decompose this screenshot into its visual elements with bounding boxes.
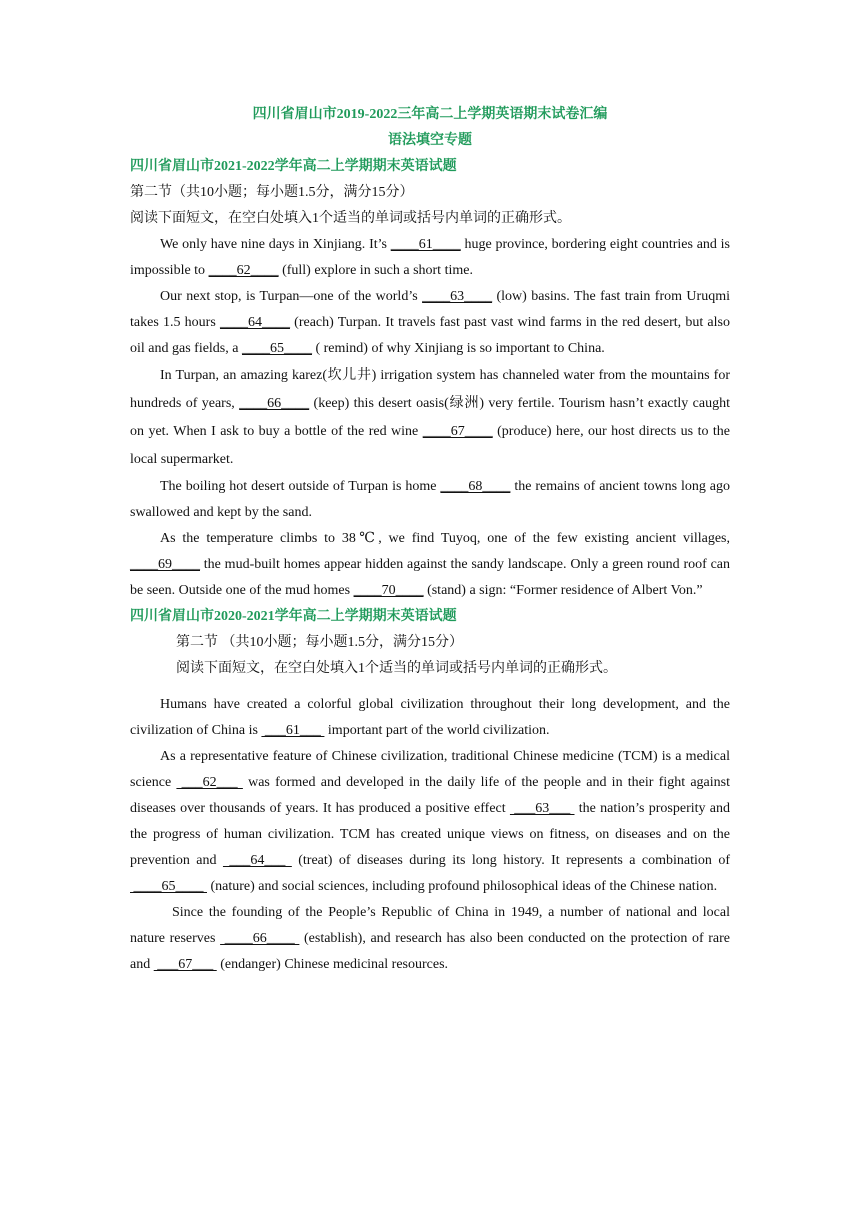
- text: important part of the world civilization.: [324, 723, 550, 738]
- text: was formed and developed in the daily life of the people and in their fight against diseases over thousands of years. It has produced a positive effect: [130, 775, 730, 816]
- blank-61: ____61____: [390, 237, 461, 252]
- section2-heading: 四川省眉山市2020-2021学年高二上学期期末英语试题: [130, 609, 457, 624]
- blank-69: ____69____: [130, 557, 200, 572]
- blank-68: ____68____: [440, 479, 511, 494]
- document-subtitle: 语法填空专题: [388, 133, 472, 148]
- text: (endanger) Chinese medicinal resources.: [216, 957, 449, 972]
- blank-65: ____65____: [130, 879, 207, 894]
- blank-61: ___61___: [261, 723, 325, 738]
- text: huge province, bordering eight countries and is impossible to: [130, 237, 730, 278]
- text: (establish), and research has also been conducted on the protection of rare and: [130, 931, 731, 972]
- document-page: [130, 102, 730, 978]
- text: As a representative feature of Chinese civilization, traditional Chinese medicine (TCM) is a medical science: [130, 749, 730, 790]
- text: (stand) a sign: “Former residence of Albert Von.”: [423, 583, 703, 598]
- section1-instruction: 阅读下面短文，在空白处填入1个适当的单词或括号内单词的正确形式。: [130, 211, 571, 226]
- blank-67: ___67___: [153, 957, 217, 972]
- section2-paragraph-1: [130, 692, 730, 744]
- text: As the temperature climbs to 38℃, we find Tuyoq, one of the few existing ancient villages,: [160, 531, 730, 546]
- blank-70: ____70____: [353, 583, 424, 598]
- text: Our next stop, is Turpan—one of the world’s: [160, 289, 423, 304]
- text: We only have nine days in Xinjiang. It’s: [160, 237, 391, 252]
- blank-64: ____64____: [219, 315, 290, 330]
- text: Since the founding of the People’s Republic of China in 1949, a number of national and local nature reserves: [130, 905, 730, 946]
- text: the mud-built homes appear hidden against the sandy landscape. Only a green round roof can be seen. Outside one of the mud homes: [130, 557, 730, 598]
- section2-paragraph-3: [130, 900, 730, 978]
- section2-paragraph-2: [130, 744, 730, 900]
- text: (treat) of diseases during its long history. It represents a combination of: [291, 853, 731, 868]
- section2-instruction: 阅读下面短文，在空白处填入1个适当的单词或括号内单词的正确形式。: [176, 661, 617, 676]
- text: (produce) here, our host directs us to the local supermarket.: [130, 424, 731, 467]
- section1-heading: 四川省眉山市2021-2022学年高二上学期期末英语试题: [130, 159, 457, 174]
- spacer: [130, 682, 730, 692]
- text: the remains of ancient towns long ago swallowed and kept by the sand.: [130, 479, 730, 520]
- text: ( remind) of why Xinjiang is so important to China.: [311, 341, 605, 356]
- blank-66: ____66____: [239, 396, 310, 411]
- text: (nature) and social sciences, including profound philosophical ideas of the Chinese nation.: [207, 879, 718, 894]
- section1-paragraph-1: [130, 232, 730, 284]
- text: The boiling hot desert outside of Turpan is home: [160, 479, 441, 494]
- blank-65: ____65____: [241, 341, 312, 356]
- blank-63: ____63____: [422, 289, 493, 304]
- document-title: 四川省眉山市2019-2022三年高二上学期英语期末试卷汇编: [252, 107, 608, 122]
- blank-62: ____62____: [208, 263, 279, 278]
- text: (keep) this desert oasis(绿洲) very fertile. Tourism hasn’t exactly caught on yet. When I ask to buy a bottle of the red wine: [130, 396, 730, 439]
- text: In Turpan, an amazing karez(坎儿井) irrigation system has channeled water from the mountains for hundreds of years,: [130, 368, 730, 411]
- text: the nation’s prosperity and the progress of human civilization. TCM has created unique views on fitness, on diseases and on the prevention and: [130, 801, 731, 868]
- section1-paragraph-3: [130, 362, 730, 474]
- section1-paragraph-4: [130, 474, 730, 526]
- blank-62: ___62___: [176, 775, 243, 790]
- text: (full) explore in such a short time.: [278, 263, 473, 278]
- section1-paragraph-2: [130, 284, 730, 362]
- blank-64: ___64___: [222, 853, 292, 868]
- blank-66: ____66____: [220, 931, 300, 946]
- section1-part: 第二节（共10小题；每小题1.5分，满分15分）: [130, 185, 414, 200]
- blank-67: ____67____: [422, 424, 493, 439]
- section2-part: 第二节 （共10小题；每小题1.5分，满分15分）: [176, 635, 463, 650]
- blank-63: ___63___: [509, 801, 575, 816]
- text: (low) basins. The fast train from Uruqmi takes 1.5 hours: [130, 289, 730, 330]
- text: (reach) Turpan. It travels fast past vast wind farms in the red desert, but also oil and gas fields, a: [130, 315, 730, 356]
- text: Humans have created a colorful global civilization throughout their long development, and the civilization of China is: [130, 697, 730, 738]
- section1-paragraph-5: [130, 526, 730, 604]
